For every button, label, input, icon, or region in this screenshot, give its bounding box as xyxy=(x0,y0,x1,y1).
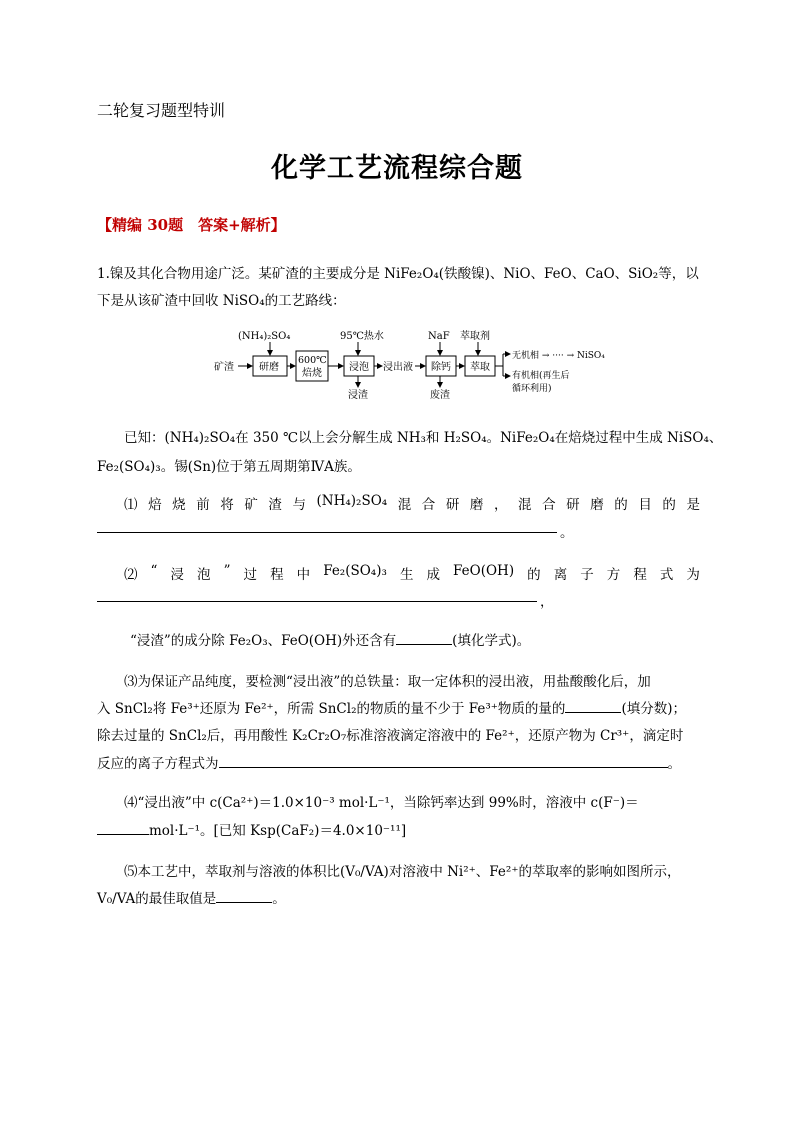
part1-seg: 研 xyxy=(566,497,580,513)
part3-blank-2[interactable] xyxy=(219,753,668,768)
part4-line-2a: mol·L⁻¹。[已知 Ksp(CaF₂)＝4.0×10⁻¹¹] xyxy=(149,823,407,839)
part2-seg: 式 xyxy=(659,567,674,583)
part5-line-2 xyxy=(97,887,286,907)
part2-seg: 浸 xyxy=(170,567,184,583)
flow-reagent-2: 95℃热水 xyxy=(340,331,384,342)
flow-box-roast-line2: 焙烧 xyxy=(302,368,322,379)
part2-seg: 子 xyxy=(580,567,594,583)
part5-line-2b: 。 xyxy=(272,891,286,907)
part1-seg: 矿 xyxy=(244,497,258,513)
flow-output-3: 浸渣 xyxy=(348,390,368,401)
part3-line-2a: 入 SnCl₂将 Fe³⁺还原为 Fe²⁺，所需 SnCl₂的物质的量不少于 Fe³⁺物质的量的 xyxy=(97,701,566,717)
part2-seg: 中 xyxy=(296,567,311,583)
part2-seg: 为 xyxy=(686,567,700,583)
part1-seg: 的 xyxy=(662,497,676,513)
flow-reagent-1: (NH₄)₂SO₄ xyxy=(238,331,291,342)
part5-line-1: ⑸本工艺中，萃取剂与溶液的体积比(V₀/VA)对溶液中 Ni²⁺、Fe²⁺的萃取率的影响如图所示， xyxy=(124,864,681,880)
flow-out-bottom-2: 循环利用) xyxy=(512,384,552,394)
part1-seg: 混 xyxy=(397,497,412,513)
part3-line-1: ⑶为保证产品纯度，要检测“浸出液”的总铁量：取一定体积的浸出液，用盐酸酸化后，加 xyxy=(124,674,651,690)
part3-line-2b: (填分数)； xyxy=(621,701,686,717)
part1-seg: 与 xyxy=(292,497,306,513)
part3-line-2 xyxy=(97,697,686,717)
flow-reagent-3: NaF xyxy=(428,331,450,342)
part2-seg: 方 xyxy=(606,567,621,583)
flow-box-grind-label: 研磨 xyxy=(259,362,279,373)
part2-seg: ” xyxy=(223,563,231,579)
process-flow-diagram xyxy=(210,325,630,405)
known-line-2: Fe₂(SO₄)₃。锡(Sn)位于第五周期第ⅣA族。 xyxy=(97,459,361,475)
part1-answer-line xyxy=(97,532,557,533)
part1-seg: 前 xyxy=(196,497,210,513)
part4-line-1: ⑷“浸出液”中 c(Ca²⁺)＝1.0×10⁻³ mol·L⁻¹，当除钙率达到 99%时，溶液中 c(F⁻)＝ xyxy=(124,795,639,811)
flow-out-bottom-1: 有机相(再生后 xyxy=(512,371,570,381)
part1-seg: 将 xyxy=(220,497,234,513)
part1-seg: 合 xyxy=(421,497,436,513)
part1-seg: ， xyxy=(493,497,508,513)
part2-seg: 的 xyxy=(527,567,541,583)
part3-line-4 xyxy=(97,752,681,772)
part2-seg: 离 xyxy=(553,567,568,583)
part1-seg: 研 xyxy=(445,497,460,513)
flow-out-top: 无机相 → ···· → NiSO₄ xyxy=(512,351,605,361)
part2-seg: 成 xyxy=(426,567,440,583)
part1-end: 。 xyxy=(560,525,574,541)
part1-seg: 烧 xyxy=(172,497,186,513)
part5-line-2a: V₀/VA的最佳取值是 xyxy=(97,891,217,907)
part2-seg: 泡 xyxy=(197,567,211,583)
part2-seg: “ xyxy=(150,563,158,579)
part2-seg: 程 xyxy=(633,567,647,583)
part1-seg: 目 xyxy=(638,497,652,513)
part1-seg: (NH₄)₂SO₄ xyxy=(316,493,388,509)
part1-prompt xyxy=(124,493,700,513)
part1-seg: 混 xyxy=(518,497,532,513)
part1-seg: 是 xyxy=(686,497,700,513)
page-title: 化学工艺流程综合题 xyxy=(271,153,523,184)
part3-line-4b: 。 xyxy=(667,756,681,772)
part2-seg: FeO(OH) xyxy=(453,563,515,579)
part5-blank[interactable] xyxy=(216,888,272,903)
part4-blank[interactable] xyxy=(97,820,149,835)
part2-prompt xyxy=(124,563,700,583)
flow-box-roast-line1: 600℃ xyxy=(298,355,327,366)
part3-line-3: 除去过量的 SnCl₂后，再用酸性 K₂Cr₂O₇标准溶液滴定溶液中的 Fe²⁺，还原产物为 Cr³⁺，滴定时 xyxy=(97,728,684,744)
flow-input-label: 矿渣 xyxy=(214,362,234,373)
part2-answer-line xyxy=(97,601,537,602)
part2b-line xyxy=(130,629,530,649)
part1-seg: 合 xyxy=(542,497,556,513)
part1-seg: 渣 xyxy=(268,497,282,513)
flow-mid-label: 浸出液 xyxy=(383,362,413,373)
flow-box-decalcify-label: 除钙 xyxy=(431,362,451,373)
part2-end: ， xyxy=(540,594,554,610)
part3-blank-1[interactable] xyxy=(565,698,621,713)
known-line-1: 已知：(NH₄)₂SO₄在 350 ℃以上会分解生成 NH₃和 H₂SO₄。NiFe₂O₄在焙烧过程中生成 NiSO₄、 xyxy=(124,430,723,446)
part1-seg: 磨 xyxy=(469,497,484,513)
part3-line-4a: 反应的离子方程式为 xyxy=(97,756,219,772)
part1-seg: 磨 xyxy=(590,497,604,513)
part2-seg: ⑵ xyxy=(124,567,138,583)
part1-seg: 的 xyxy=(614,497,628,513)
part1-seg: ⑴ xyxy=(124,497,138,513)
flow-box-extract-label: 萃取 xyxy=(470,362,490,373)
flow-box-soak-label: 浸泡 xyxy=(349,362,369,373)
part2-seg: Fe₂(SO₄)₃ xyxy=(323,563,387,579)
flow-output-4: 废渣 xyxy=(430,390,450,401)
intro-line-2: 下是从该矿渣中回收 NiSO₄的工艺路线： xyxy=(97,293,346,309)
section-tag: 【精编 30题 答案+解析】 xyxy=(97,216,286,234)
part2-seg: 生 xyxy=(399,567,414,583)
part2b-blank[interactable] xyxy=(396,630,452,645)
series-title: 二轮复习题型特训 xyxy=(97,101,226,120)
part2-seg: 过 xyxy=(243,567,258,583)
flow-reagent-4: 萃取剂 xyxy=(460,331,490,342)
part2-seg: 程 xyxy=(270,567,284,583)
part1-seg: 焙 xyxy=(148,497,162,513)
part4-line-2 xyxy=(97,819,406,839)
part2b-text-a: “浸渣”的成分除 Fe₂O₃、FeO(OH)外还含有 xyxy=(130,633,397,649)
part2b-text-b: (填化学式)。 xyxy=(452,633,531,649)
intro-line-1: 1.镍及其化合物用途广泛。某矿渣的主要成分是 NiFe₂O₄(铁酸镍)、NiO、FeO、CaO、SiO₂等，以 xyxy=(97,266,699,282)
